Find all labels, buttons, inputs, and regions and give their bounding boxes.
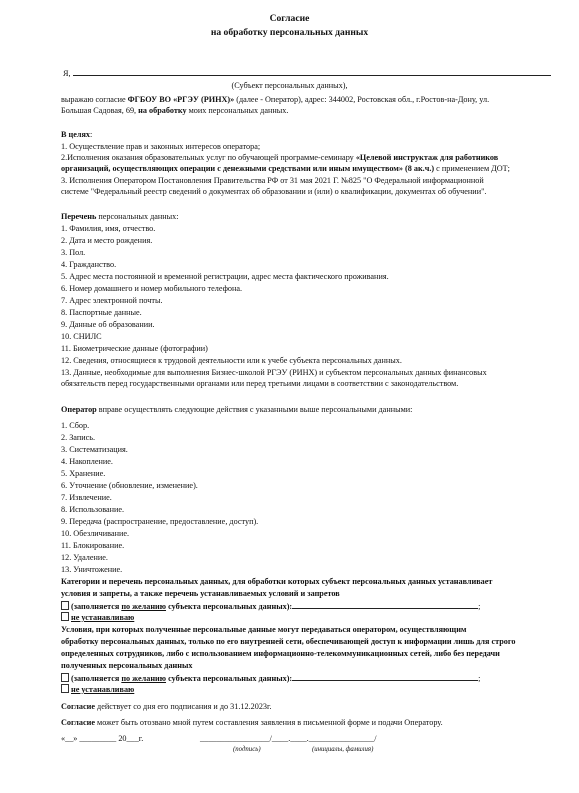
- purpose-item-2-cont: организаций, осуществляющих операции с денежными средствами или иным имуществом» (8 ак.ч.) с применением ДОТ;: [61, 164, 510, 173]
- document-title: Согласие: [269, 13, 310, 24]
- categories-checkbox-icon[interactable]: [61, 601, 69, 610]
- pd-item: 12. Сведения, относящиеся к трудовой деятельности или к учебе субъекта персональных данных.: [61, 356, 402, 365]
- pd-item: 7. Адрес электронной почты.: [61, 296, 163, 305]
- pd-item: 3. Пол.: [61, 248, 86, 257]
- pd-item-13-cont: обязательств перед государственными органами или перед третьими лицами в соответствии с законодательством.: [61, 379, 459, 388]
- action-item: 10. Обезличивание.: [61, 529, 130, 538]
- conditions-input[interactable]: [292, 672, 478, 681]
- action-item: 11. Блокирование.: [61, 541, 125, 550]
- conditions-checkbox-icon[interactable]: [61, 673, 69, 682]
- pd-item: 6. Номер домашнего и номер мобильного телефона.: [61, 284, 243, 293]
- pd-item: 2. Дата и место рождения.: [61, 236, 153, 245]
- action-item: 9. Передача (распространение, предоставление, доступ).: [61, 517, 259, 526]
- categories-not-set-checkbox-icon[interactable]: [61, 612, 69, 621]
- categories-fill-line: (заполняется по желанию субъекта персональных данных): ;: [61, 600, 551, 612]
- conditions-line-2: обработку персональных данных, только по его внутренней сети, обеспечивающей доступ к информации лишь для строго: [61, 637, 516, 646]
- purposes-heading: В целях:: [61, 130, 93, 139]
- pd-item: 10. СНИЛС: [61, 332, 102, 341]
- action-item: 8. Использование.: [61, 505, 125, 514]
- operator-heading: Оператор вправе осуществлять следующие действия с указанными выше персональными данными:: [61, 405, 413, 414]
- categories-not-set[interactable]: не устанавливаю: [61, 612, 579, 623]
- action-item: 1. Сбор.: [61, 421, 90, 430]
- document-subtitle: на обработку персональных данных: [210, 27, 369, 38]
- subject-name-line: Я,: [63, 67, 553, 79]
- consent-statement: выражаю согласие ФГБОУ ВО «РГЭУ (РИНХ)» (далее - Оператор), адрес: 344002, Ростовская обл., г.Ростов-на-Дону, ул.: [61, 95, 490, 104]
- pd-item: 5. Адрес места постоянной и временной регистрации, адрес места фактического проживания.: [61, 272, 389, 281]
- pd-item: 9. Данные об образовании.: [61, 320, 155, 329]
- categories-line-2: условия и запреты, а также перечень устанавливаемых условий и запретов: [61, 589, 340, 598]
- pd-list-heading: Перечень персональных данных:: [61, 212, 179, 221]
- categories-input[interactable]: [292, 600, 478, 609]
- action-item: 3. Систематизация.: [61, 445, 128, 454]
- pd-item: 11. Биометрические данные (фотографии): [61, 344, 208, 353]
- consent-address: Большая Садовая, 69, на обработку моих персональных данных.: [61, 106, 289, 115]
- pd-item-13: 13. Данные, необходимые для выполнения Бизнес-школой РГЭУ (РИНХ) и субъектом персональных данных финансовых: [61, 368, 487, 377]
- subject-caption: (Субъект персональных данных),: [231, 81, 348, 90]
- purpose-item-2: 2.Исполнения оказания образовательных услуг по обучающей программе-семинару «Целевой инструктаж для работников: [61, 153, 499, 162]
- purpose-item-3-cont: системе "Федеральный реестр сведений о документах об образовании и (или) о квалификации, документах об обучении".: [61, 187, 487, 196]
- action-item: 6. Уточнение (обновление, изменение).: [61, 481, 198, 490]
- action-item: 4. Накопление.: [61, 457, 113, 466]
- signature-caption: (подпись): [233, 746, 261, 753]
- signature-date[interactable]: «__» _________ 20___г.: [61, 734, 144, 743]
- conditions-line-1: Условия, при которых полученные персональные данные могут передаваться оператором, осуществляющим: [61, 625, 467, 634]
- conditions-line-3: определенных сотрудников, либо с использованием информационно-телекоммуникационных сетей, либо без передачи: [61, 649, 500, 658]
- subject-name-field[interactable]: [73, 67, 551, 76]
- action-item: 5. Хранение.: [61, 469, 106, 478]
- action-item: 2. Запись.: [61, 433, 95, 442]
- validity-statement: Согласие действует со дня его подписания и до 31.12.2023г.: [61, 702, 272, 711]
- name-caption: (инициалы, фамилия): [312, 746, 374, 753]
- revoke-statement: Согласие может быть отозвано мной путем составления заявления в письменной форме и подачи Оператору.: [61, 718, 443, 727]
- action-item: 12. Удаление.: [61, 553, 108, 562]
- conditions-line-4: полученных персональных данных: [61, 661, 193, 670]
- conditions-not-set[interactable]: не устанавливаю: [61, 684, 579, 695]
- action-item: 7. Извлечение.: [61, 493, 112, 502]
- purpose-item-3: 3. Исполнения Оператором Постановления Правительства РФ от 31 мая 2021 Г. №825 "О Федеральной информационной: [61, 176, 484, 185]
- conditions-not-set-checkbox-icon[interactable]: [61, 684, 69, 693]
- categories-line-1: Категории и перечень персональных данных, для обработки которых субъект персональных данных устанавливает: [61, 577, 493, 586]
- pd-item: 8. Паспортные данные.: [61, 308, 142, 317]
- purpose-item-1: 1. Осуществление прав и законных интересов оператора;: [61, 142, 261, 151]
- action-item: 13. Уничтожение.: [61, 565, 123, 574]
- pd-item: 4. Гражданство.: [61, 260, 117, 269]
- pd-item: 1. Фамилия, имя, отчество.: [61, 224, 156, 233]
- conditions-fill-line: (заполняется по желанию субъекта персональных данных): ;: [61, 672, 551, 684]
- signature-line[interactable]: _________________/____.____.________________/: [200, 734, 377, 743]
